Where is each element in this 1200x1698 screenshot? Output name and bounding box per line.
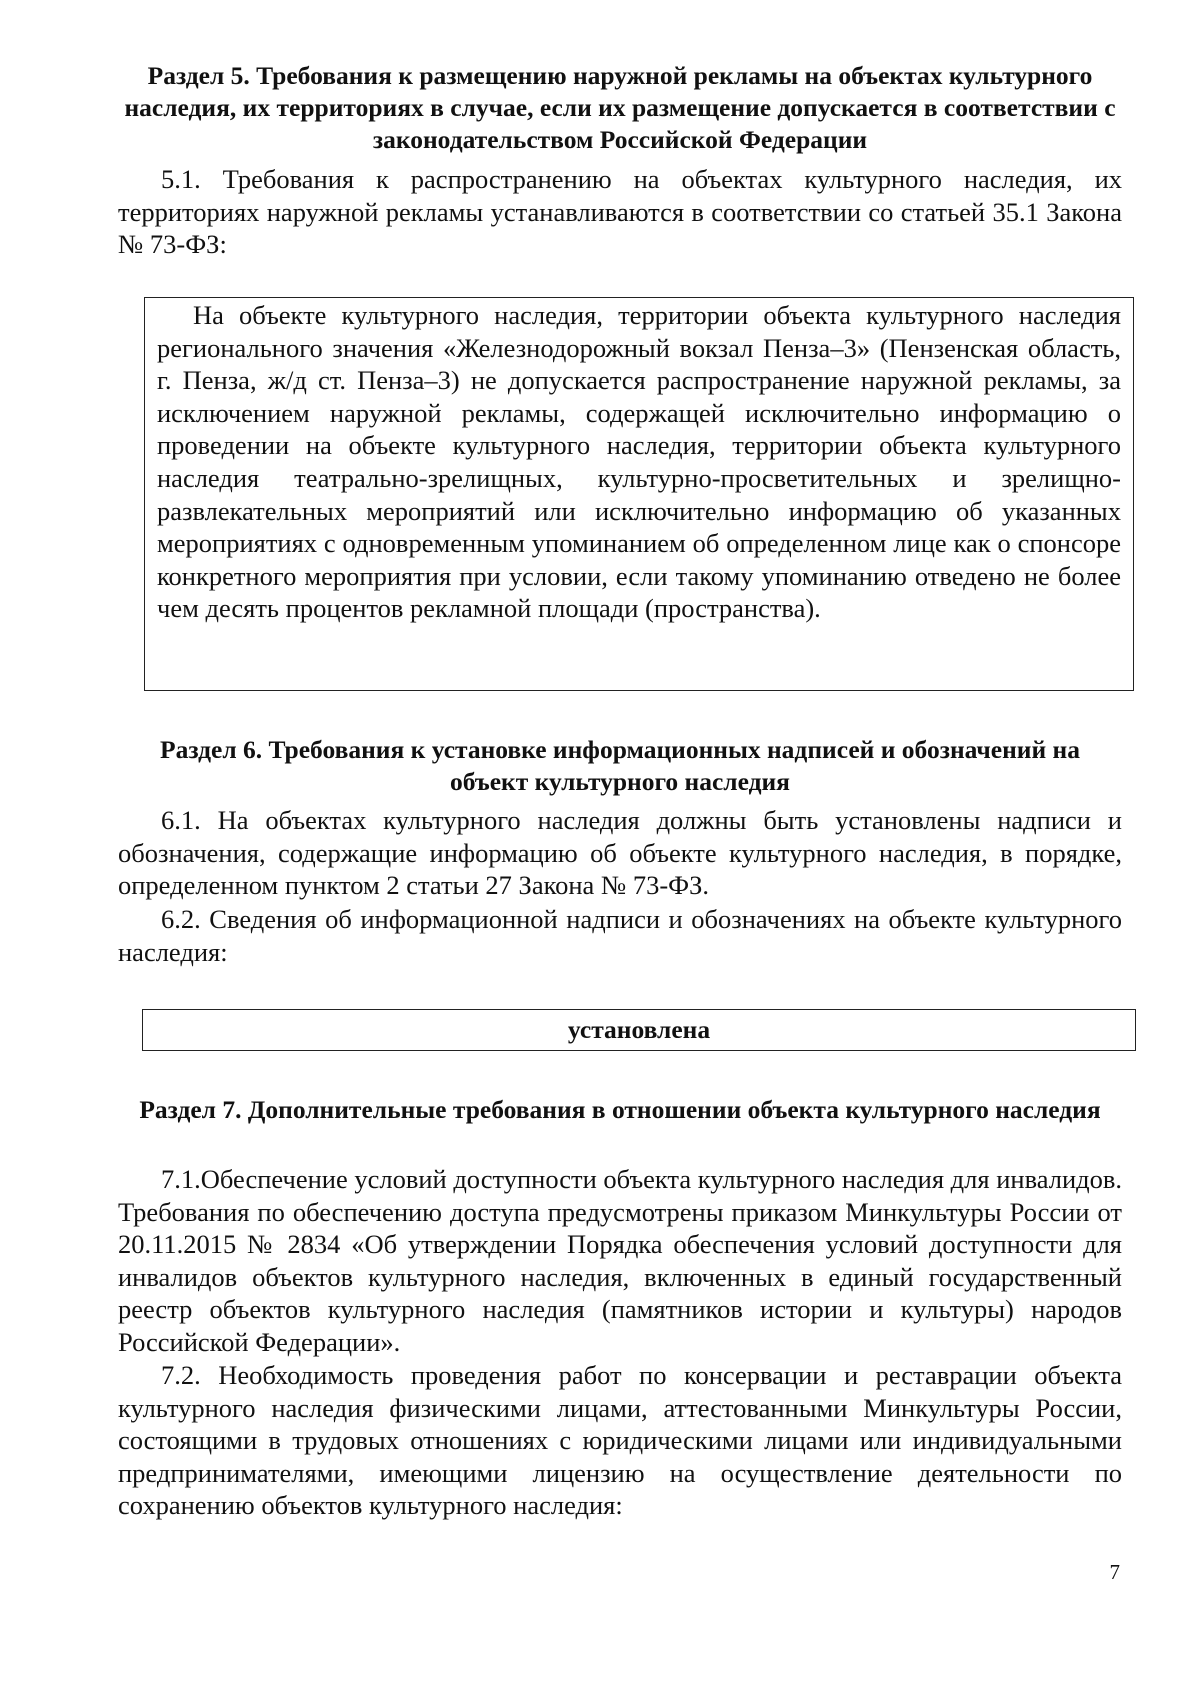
- paragraph-7-1: 7.1.Обеспечение условий доступности объекта культурного наследия для инвалидов. Требования по обеспечению доступа предусмотрены приказом Минкультуры России от 20.11.2015 № 2834 «Об утверждении Порядка обеспечения условий доступности для инвалидов объектов культурного наследия, включенных в единый государственный реестр объектов культурного наследия (памятников истории и культуры) народов Российской Федерации».: [118, 1164, 1123, 1357]
- advertising-requirements-text: На объекте культурного наследия, территории объекта культурного наследия регионального значения «Железнодорожный вокзал Пенза–3» (Пензенская область, г. Пенза, ж/д ст. Пенза–3) не допускается распространение наружной рекламы, за исключением наружной рекламы, содержащей исключительно информацию о проведении на объекте культурного наследия, территории объекта культурного наследия театрально-зрелищных, культурно-просветительных и зрелищно-развлекательных мероприятий или исключительно информацию об указанных мероприятиях с одновременным упоминанием об определенном лице как о спонсоре конкретного мероприятия при условии, если такому упоминанию отведено не более чем десять процентов рекламной площади (пространства).: [157, 300, 1121, 624]
- section-7-heading: Раздел 7. Дополнительные требования в отношении объекта культурного наследия: [139, 1095, 1101, 1124]
- paragraph-6-1: 6.1. На объектах культурного наследия должны быть установлены надписи и обозначения, содержащие информацию об объекте культурного наследия, в порядке, определенном пунктом 2 статьи 27 Закона № 73-ФЗ.: [118, 805, 1122, 900]
- paragraph-5-1: 5.1. Требования к распространению на объектах культурного наследия, их территориях наружной рекламы устанавливаются в соответствии со статьей 35.1 Закона № 73-ФЗ:: [118, 164, 1122, 259]
- inscription-status-text: установлена: [567, 1015, 711, 1044]
- paragraph-7-2: 7.2. Необходимость проведения работ по консервации и реставрации объекта культурного наследия физическими лицами, аттестованными Минкультуры России, состоящими в трудовых отношениях с юридическими лицами или индивидуальными предпринимателями, имеющими лицензию на осуществление деятельности по сохранению объектов культурного наследия:: [118, 1360, 1122, 1520]
- inscription-status-box: [142, 1009, 1136, 1051]
- advertising-requirements-box: [144, 297, 1134, 691]
- section-5-heading: Раздел 5. Требования к размещению наружной рекламы на объектах культурного наследия, их территориях в случае, если их размещение допускается в соответствии с законодательством Российской Федерации: [124, 61, 1116, 154]
- page-number: 7: [1109, 1560, 1120, 1584]
- paragraph-6-2: 6.2. Сведения об информационной надписи и обозначениях на объекте культурного наследия:: [118, 904, 1122, 967]
- section-6-heading: Раздел 6. Требования к установке информационных надписей и обозначений на объект культурного наследия: [160, 735, 1080, 796]
